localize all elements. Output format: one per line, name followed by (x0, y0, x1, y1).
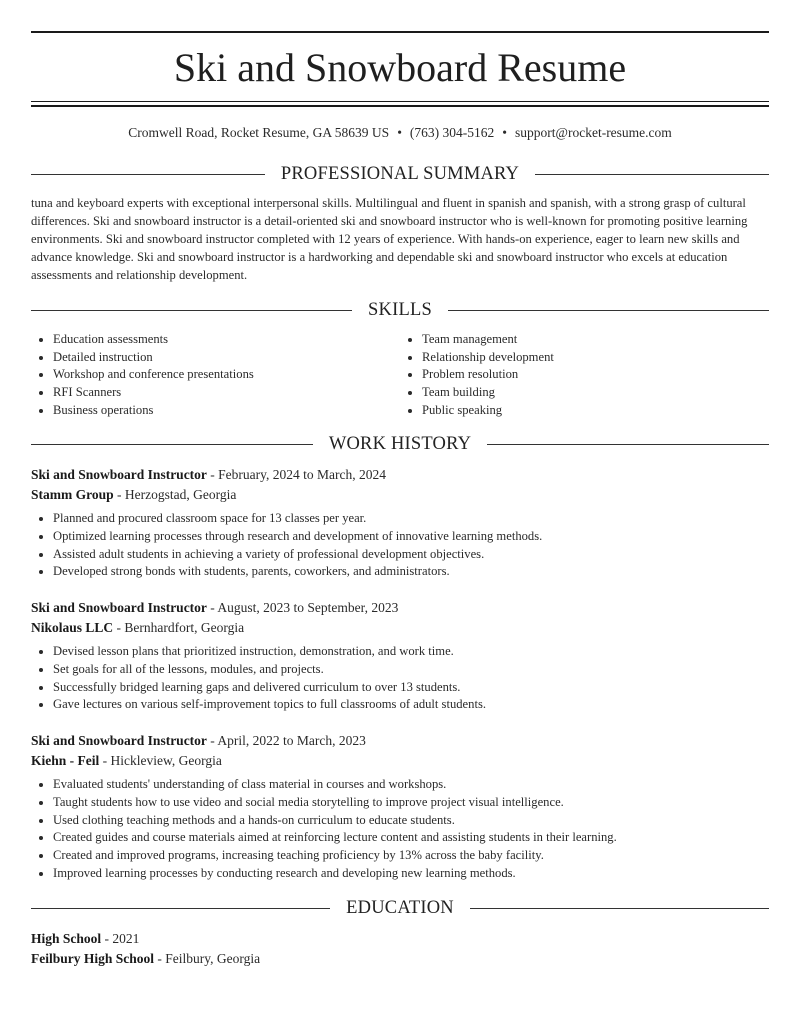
section-title: SKILLS (368, 299, 432, 320)
skill-item: • Workshop and conference presentations (53, 366, 400, 384)
job-title: Ski and Snowboard Instructor (31, 600, 207, 615)
section-heading-skills (31, 298, 769, 322)
job-bullet: • Gave lectures on various self-improvement topics to full classrooms of adult students. (53, 696, 769, 714)
top-rule-divider (31, 31, 769, 33)
graduation-year: - 2021 (101, 931, 140, 946)
degree-line (31, 929, 769, 949)
school-location: - Feilbury, Georgia (154, 950, 261, 966)
heading-rule-left (31, 908, 330, 909)
skill-item: • Relationship development (422, 349, 769, 367)
contact-phone: (763) 304-5162 (409, 125, 495, 140)
job-bullet: • Created and improved programs, increasing teaching proficiency by 13% across the baby facility. (53, 847, 769, 865)
heading-rule-left (31, 444, 313, 445)
bullet-separator-icon: • (397, 125, 402, 140)
company-name: Kiehn - Feil (31, 752, 100, 768)
job-dates: - April, 2022 to March, 2023 (206, 733, 366, 748)
skill-item: • RFI Scanners (53, 384, 400, 402)
title-divider-thick (31, 105, 769, 107)
job-bullet: • Developed strong bonds with students, parents, coworkers, and administrators. (53, 563, 769, 581)
skills-column-right (400, 331, 769, 420)
job-entry (31, 465, 769, 581)
skill-item: • Education assessments (53, 331, 400, 349)
heading-rule-right (470, 908, 769, 909)
contact-info (31, 124, 769, 142)
heading-rule-right (487, 444, 769, 445)
job-bullet: • Taught students how to use video and social media storytelling to improve project visual intelligence. (53, 794, 769, 812)
job-entry (31, 731, 769, 883)
job-bullet: • Used clothing teaching methods and a hands-on curriculum to educate students. (53, 812, 769, 830)
company-name: Nikolaus LLC (31, 619, 114, 635)
skill-item: • Team management (422, 331, 769, 349)
bullet-separator-icon: • (502, 125, 508, 140)
job-bullet: • Created guides and course materials aimed at reinforcing lecture content and assisting students in their learning. (53, 829, 769, 847)
section-heading-summary (31, 162, 769, 186)
contact-email: support@rocket-resume.com (515, 125, 672, 140)
section-title: PROFESSIONAL SUMMARY (280, 163, 520, 184)
job-bullet: • Improved learning processes by conducting research and developing new learning methods. (53, 865, 769, 883)
heading-rule-right (535, 174, 769, 175)
job-title-line (31, 731, 769, 751)
company-location: - Hickleview, Georgia (99, 752, 222, 768)
job-bullets (31, 776, 769, 883)
job-title-line (31, 465, 769, 485)
job-company-line (31, 751, 769, 771)
resume-title: Ski and Snowboard Resume (173, 45, 627, 90)
job-title: Ski and Snowboard Instructor (31, 733, 207, 748)
job-bullet: • Set goals for all of the lessons, modules, and projects. (53, 661, 769, 679)
job-title: Ski and Snowboard Instructor (31, 467, 207, 482)
job-bullet: • Successfully bridged learning gaps and delivered curriculum to over 13 students. (53, 679, 769, 697)
job-bullet: • Assisted adult students in achieving a variety of professional development objectives. (53, 546, 769, 564)
section-title: EDUCATION (346, 897, 454, 918)
heading-rule-left (31, 310, 352, 311)
company-location: - Herzogstad, Georgia (113, 486, 237, 502)
job-bullets (31, 510, 769, 581)
skill-item: • Detailed instruction (53, 349, 400, 367)
skill-item: • Team building (422, 384, 769, 402)
skill-item: • Problem resolution (422, 366, 769, 384)
title-divider-thin (31, 101, 769, 102)
skill-item: • Business operations (53, 402, 400, 420)
heading-rule-right (448, 310, 769, 311)
job-bullet: • Planned and procured classroom space for 13 classes per year. (53, 510, 769, 528)
job-dates: - August, 2023 to September, 2023 (206, 600, 399, 615)
job-bullets (31, 643, 769, 714)
company-location: - Bernhardfort, Georgia (113, 619, 245, 635)
education-entry (31, 929, 769, 968)
school-name: Feilbury High School (31, 950, 155, 966)
contact-address: Cromwell Road, Rocket Resume, GA 58639 US (128, 125, 390, 140)
degree: High School (31, 931, 102, 946)
job-company-line (31, 618, 769, 638)
job-company-line (31, 485, 769, 505)
summary-text: tuna and keyboard experts with exceptional interpersonal skills. Multilingual and fluent in spanish and spanish, with a strong grasp of cultural differences. Ski and snowboard instructor is a detail-oriented ski and snowboard instructor who is well-known for promoting positive learning environments. Ski and snowboard instructor completed with 12 years of experience. With hands-on experience, eager to learn new skills and advance knowledge. Ski and snowboard instructor is a hardworking and dependable ski and snowboard instructor who excels at education assessments and relationship development. (31, 196, 748, 282)
job-bullet: • Devised lesson plans that prioritized instruction, demonstration, and work time. (53, 643, 769, 661)
job-title-line (31, 598, 769, 618)
skills-column-left (31, 331, 400, 420)
skill-item: • Public speaking (422, 402, 769, 420)
skills-list (31, 331, 769, 420)
company-name: Stamm Group (31, 486, 114, 502)
job-dates: - February, 2024 to March, 2024 (206, 467, 387, 482)
job-bullet: • Evaluated students' understanding of class material in courses and workshops. (53, 776, 769, 794)
section-heading-work (31, 432, 769, 456)
job-entry (31, 598, 769, 714)
heading-rule-left (31, 174, 265, 175)
job-bullet: • Optimized learning processes through research and development of innovative learning methods. (53, 528, 769, 546)
section-heading-education (31, 896, 769, 920)
school-line (31, 949, 769, 969)
section-title: WORK HISTORY (328, 433, 472, 454)
